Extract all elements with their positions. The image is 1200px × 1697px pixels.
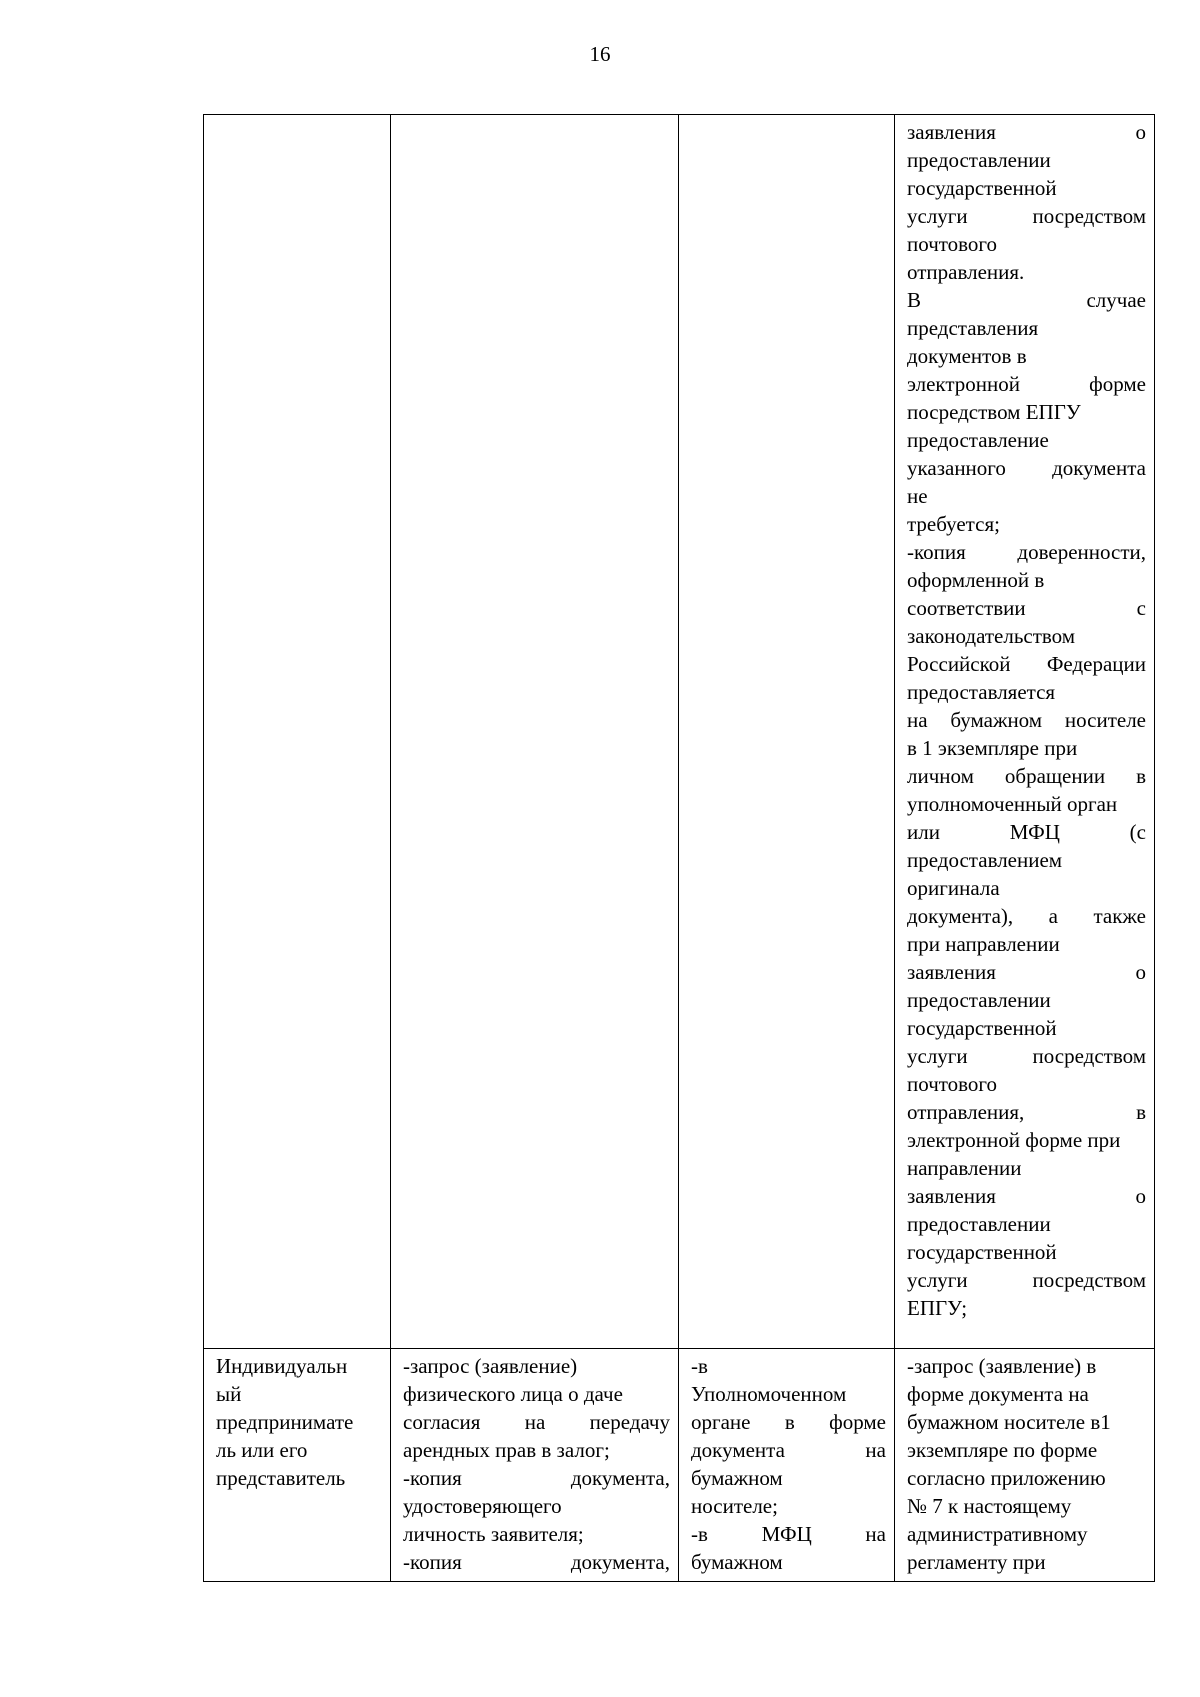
text-line: оформленной в [907, 568, 1045, 592]
table-cell-documents [391, 115, 679, 1349]
table-row [204, 1349, 1155, 1582]
text-line: Уполномоченном [691, 1382, 847, 1406]
text-line: заявления о [907, 120, 1146, 144]
table-cell-requirements [895, 115, 1155, 1349]
text-line: бумажном носителе в1 [907, 1410, 1111, 1434]
text-line: почтового [907, 232, 998, 256]
text-line: предоставлением [907, 848, 1063, 872]
text-line: документов в [907, 344, 1027, 368]
text-line: арендных прав в залог; [403, 1438, 610, 1462]
text-line: электронной форме [907, 372, 1146, 396]
text-line: государственной [907, 176, 1057, 200]
text-line: представления [907, 316, 1039, 340]
text-line: регламенту при [907, 1550, 1046, 1574]
text-line: предоставляется [907, 680, 1056, 704]
text-line: -запрос (заявление) [403, 1354, 578, 1378]
text-line: заявления о [907, 960, 1146, 984]
text-line: -копия документа, [403, 1466, 670, 1490]
text-line: -запрос (заявление) в [907, 1354, 1097, 1378]
text-line: органе в форме [691, 1410, 886, 1434]
table-cell-submission-method [679, 1349, 895, 1582]
text-line: документа на [691, 1438, 886, 1462]
page-number: 16 [589, 42, 611, 66]
text-line: -в [691, 1354, 708, 1378]
text-line: Индивидуальн [216, 1354, 348, 1378]
text-line: отправления, в [907, 1100, 1146, 1124]
text-line: при направлении [907, 932, 1060, 956]
text-line: бумажном [691, 1466, 783, 1490]
text-line: электронной форме при [907, 1128, 1121, 1152]
text-line: ль или его [216, 1438, 308, 1462]
text-line: отправления. [907, 260, 1025, 284]
text-line: № 7 к настоящему [907, 1494, 1072, 1518]
text-line: форме документа на [907, 1382, 1089, 1406]
text-line: законодательством [907, 624, 1076, 648]
text-line: личность заявителя; [403, 1522, 584, 1546]
text-line: услуги посредством [907, 1044, 1146, 1068]
text-line: указанного документа [907, 456, 1146, 480]
text-line: документа), а также [907, 904, 1146, 928]
text-line: удостоверяющего [403, 1494, 562, 1518]
text-line: соответствии с [907, 596, 1146, 620]
text-line: оригинала [907, 876, 1000, 900]
text-line: бумажном [691, 1550, 783, 1574]
text-line: не [907, 484, 928, 508]
text-line: уполномоченный орган [907, 792, 1118, 816]
text-line: государственной [907, 1240, 1057, 1264]
table-row [204, 115, 1155, 1349]
text-line: согласно приложению [907, 1466, 1106, 1490]
text-line: предоставлении [907, 148, 1051, 172]
text-line: -копия документа, [403, 1550, 670, 1574]
table-cell-applicant [204, 115, 391, 1349]
text-line: ЕПГУ; [907, 1296, 968, 1320]
text-line: носителе; [691, 1494, 778, 1518]
documents-table [203, 114, 1155, 1582]
text-line: представитель [216, 1466, 346, 1490]
table-cell-requirements [895, 1349, 1155, 1582]
text-line: предоставление [907, 428, 1049, 452]
table-cell-documents [391, 1349, 679, 1582]
text-line: -копия доверенности, [907, 540, 1146, 564]
text-line: почтового [907, 1072, 998, 1096]
text-line: В случае [907, 288, 1146, 312]
text-line: физического лица о даче [403, 1382, 623, 1406]
text-line: государственной [907, 1016, 1057, 1040]
text-line: направлении [907, 1156, 1022, 1180]
text-line: требуется; [907, 512, 1000, 536]
text-line: личном обращении в [907, 764, 1146, 788]
text-line: Российской Федерации [907, 652, 1146, 676]
text-line: предоставлении [907, 988, 1051, 1012]
text-line: услуги посредством [907, 1268, 1146, 1292]
table-cell-submission-method [679, 115, 895, 1349]
text-line: согласия на передачу [403, 1410, 670, 1434]
text-line: ый [216, 1382, 242, 1406]
text-line: услуги посредством [907, 204, 1146, 228]
text-line: административному [907, 1522, 1088, 1546]
table-cell-applicant [204, 1349, 391, 1582]
text-line: посредством ЕПГУ [907, 400, 1081, 424]
text-line: экземпляре по форме [907, 1438, 1098, 1462]
text-line: в 1 экземпляре при [907, 736, 1078, 760]
text-line: предоставлении [907, 1212, 1051, 1236]
text-line: или МФЦ (с [907, 820, 1146, 844]
text-line: заявления о [907, 1184, 1146, 1208]
text-line: -в МФЦ на [691, 1522, 886, 1546]
text-line: на бумажном носителе [907, 708, 1146, 732]
text-line: предпринимате [216, 1410, 354, 1434]
